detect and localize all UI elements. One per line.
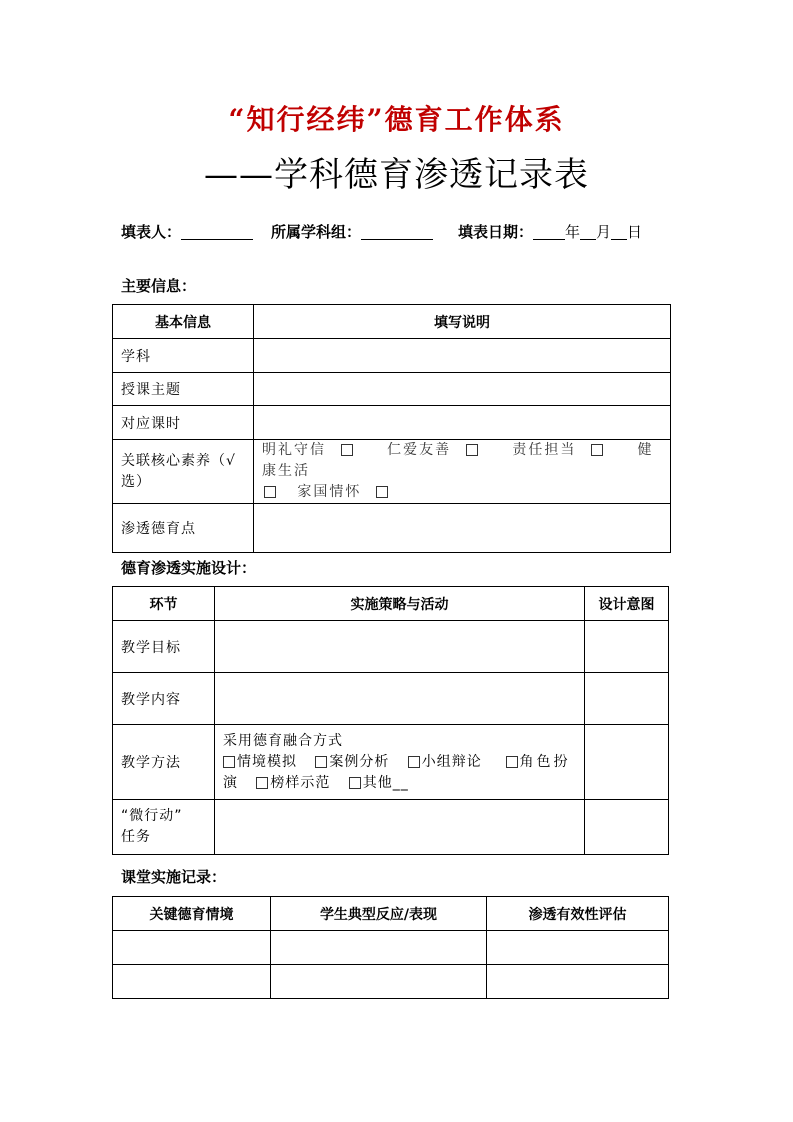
subject-group-label: 所属学科组： — [271, 223, 362, 241]
section-main-info-label: 主要信息： — [121, 277, 197, 295]
option-role-model: 榜样示范 — [270, 774, 331, 791]
header-instructions: 填写说明 — [254, 305, 671, 339]
content-intent-cell[interactable] — [585, 673, 669, 725]
option-other: 其他__ — [362, 774, 409, 791]
subject-group-field[interactable] — [271, 221, 433, 242]
option-case: 案例分析 — [329, 753, 390, 770]
header-effectiveness: 渗透有效性评估 — [487, 897, 669, 931]
table-row — [113, 800, 669, 855]
table-row — [113, 504, 671, 553]
core-literacy-label-line1: 关联核心素养（√ — [121, 452, 236, 469]
table-row — [113, 621, 669, 673]
date-label: 填表日期： — [458, 223, 534, 241]
effectiveness-cell[interactable] — [487, 965, 669, 999]
filler-label: 填表人： — [121, 223, 182, 241]
option-debate: 小组辩论 — [421, 753, 482, 770]
checkbox-other[interactable] — [349, 777, 361, 789]
row-label-period: 对应课时 — [113, 406, 254, 440]
checkbox-jiaguo[interactable] — [376, 486, 388, 498]
month-blank[interactable] — [580, 224, 596, 240]
checkbox-jiankang[interactable] — [264, 486, 276, 498]
method-intent-cell[interactable] — [585, 725, 669, 800]
topic-cell[interactable] — [254, 373, 671, 406]
option-situation: 情境模拟 — [237, 753, 297, 770]
period-cell[interactable] — [254, 406, 671, 440]
subject-cell[interactable] — [254, 339, 671, 373]
row-label-subject: 学科 — [113, 339, 254, 373]
month-unit: 月 — [596, 223, 612, 241]
date-field[interactable] — [458, 221, 642, 242]
table-row — [113, 406, 671, 440]
header-student-reaction: 学生典型反应/表现 — [271, 897, 487, 931]
header-key-situation: 关键德育情境 — [113, 897, 271, 931]
main-info-table — [112, 304, 671, 553]
table-header-row — [113, 587, 669, 621]
row-label-method: 教学方法 — [113, 725, 215, 800]
micro-action-intent-cell[interactable] — [585, 800, 669, 855]
option-roleplay-cont: 演 — [223, 774, 238, 791]
day-blank[interactable] — [611, 224, 627, 240]
checkbox-roleplay[interactable] — [506, 756, 518, 768]
title-main: “知行经纬”德育工作体系 — [228, 103, 565, 136]
checkbox-mingli[interactable] — [341, 444, 353, 456]
method-intro: 采用德育融合方式 — [223, 732, 343, 749]
situation-cell[interactable] — [113, 931, 271, 965]
filler-blank[interactable] — [181, 224, 253, 240]
content-strategy-cell[interactable] — [215, 673, 585, 725]
checkbox-case[interactable] — [315, 756, 327, 768]
row-label-topic: 授课主题 — [113, 373, 254, 406]
section-design-label: 德育渗透实施设计： — [121, 559, 257, 577]
table-header-row — [113, 305, 671, 339]
situation-cell[interactable] — [113, 965, 271, 999]
table-row — [113, 965, 669, 999]
section-record-label: 课堂实施记录： — [121, 868, 227, 886]
method-strategy-cell — [215, 725, 585, 800]
micro-action-label-line2: 任务 — [121, 829, 151, 845]
checkbox-zeren[interactable] — [591, 444, 603, 456]
table-row — [113, 440, 671, 504]
record-table — [112, 896, 669, 999]
goal-strategy-cell[interactable] — [215, 621, 585, 673]
checkbox-debate[interactable] — [408, 756, 420, 768]
reaction-cell[interactable] — [271, 931, 487, 965]
subject-group-blank[interactable] — [361, 224, 433, 240]
table-row — [113, 673, 669, 725]
checkbox-renai[interactable] — [466, 444, 478, 456]
form-meta — [121, 221, 681, 245]
checkbox-role-model[interactable] — [256, 777, 268, 789]
filler-field[interactable] — [121, 221, 253, 242]
design-table — [112, 586, 669, 855]
table-row — [113, 725, 669, 800]
table-row — [113, 339, 671, 373]
goal-intent-cell[interactable] — [585, 621, 669, 673]
header-stage: 环节 — [113, 587, 215, 621]
option-jiankang: 健康生活 — [262, 442, 654, 479]
option-zeren: 责任担当 — [512, 442, 577, 458]
option-roleplay: 角色扮 — [519, 753, 571, 770]
option-jiaguo: 家国情怀 — [297, 484, 362, 500]
micro-action-strategy-cell[interactable] — [215, 800, 585, 855]
row-label-goal: 教学目标 — [113, 621, 215, 673]
table-row — [113, 373, 671, 406]
option-renai: 仁爱友善 — [387, 442, 452, 458]
moral-point-cell[interactable] — [254, 504, 671, 553]
header-intent: 设计意图 — [585, 587, 669, 621]
row-label-core-literacy — [113, 440, 254, 504]
checkbox-situation[interactable] — [223, 756, 235, 768]
title-sub: ——学科德育渗透记录表 — [204, 155, 589, 195]
row-label-moral-point: 渗透德育点 — [113, 504, 254, 553]
header-strategy: 实施策略与活动 — [215, 587, 585, 621]
reaction-cell[interactable] — [271, 965, 487, 999]
year-unit: 年 — [565, 223, 581, 241]
option-mingli: 明礼守信 — [262, 442, 326, 458]
day-unit: 日 — [627, 223, 643, 241]
core-literacy-label-line2: 选） — [121, 473, 151, 490]
header-basic-info: 基本信息 — [113, 305, 254, 339]
core-literacy-options — [254, 440, 671, 504]
micro-action-label-line1: “微行动” — [121, 808, 183, 824]
table-header-row — [113, 897, 669, 931]
row-label-micro-action — [113, 800, 215, 855]
row-label-content: 教学内容 — [113, 673, 215, 725]
effectiveness-cell[interactable] — [487, 931, 669, 965]
year-blank[interactable] — [533, 224, 565, 240]
table-row — [113, 931, 669, 965]
